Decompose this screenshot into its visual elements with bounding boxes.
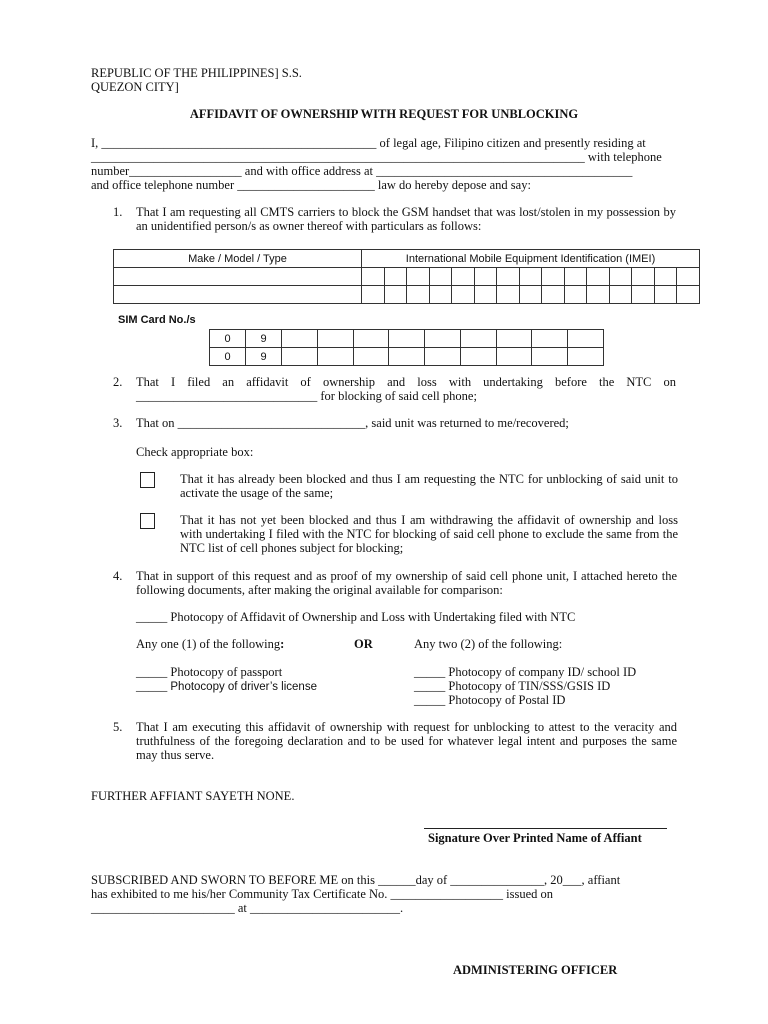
sim-card-table xyxy=(209,329,604,366)
sim-row xyxy=(210,348,604,366)
not-blocked-checkbox[interactable] xyxy=(140,513,155,529)
sim-row xyxy=(210,330,604,348)
imei-header: International Mobile Equipment Identification (IMEI) xyxy=(362,250,700,268)
make-model-cell[interactable] xyxy=(114,286,362,304)
passport-option: _____ Photocopy of passport xyxy=(136,665,283,679)
item-text-5: That I am executing this affidavit of ownership with request for unblocking to attest to the veracity and truthfulness of the foregoing declaration and to be used for whatever legal intent and purposes the same may thus serve. xyxy=(136,720,677,762)
item-text-2b: _____________________________ for blocking of said cell phone; xyxy=(136,389,477,403)
make-model-header: Make / Model / Type xyxy=(114,250,362,268)
signature-line xyxy=(424,828,667,829)
check-box-instruction: Check appropriate box: xyxy=(136,445,254,459)
any-one-label: Any one (1) of the following: xyxy=(136,637,285,651)
already-blocked-text: That it has already been blocked and thus I am requesting the NTC for unblocking of said unit to activate the usage of the same; xyxy=(180,472,678,500)
intro-line-3: number__________________ and with office address at _________________________________________ xyxy=(91,164,633,178)
any-two-label: Any two (2) of the following: xyxy=(414,637,563,651)
item-number-1: 1. xyxy=(113,205,123,219)
make-model-cell[interactable] xyxy=(114,268,362,286)
further-affiant-line: FURTHER AFFIANT SAYETH NONE. xyxy=(91,789,295,803)
intro-line-2: _______________________________________________________________________________ with telephone xyxy=(91,150,662,164)
or-label: OR xyxy=(354,637,373,651)
affidavit-photocopy-line: _____ Photocopy of Affidavit of Ownership and Loss with Undertaking filed with NTC xyxy=(136,610,576,624)
already-blocked-checkbox[interactable] xyxy=(140,472,155,488)
document-title: AFFIDAVIT OF OWNERSHIP WITH REQUEST FOR UNBLOCKING xyxy=(189,107,579,121)
drivers-license-option: _____ Photocopy of driver’s license xyxy=(136,679,317,693)
item-number-5: 5. xyxy=(113,720,123,734)
item-text-4: That in support of this request and as proof of my ownership of said cell phone unit, I attached hereto the following documents, after making the original available for comparison: xyxy=(136,569,677,597)
handset-table xyxy=(113,249,700,304)
postal-id-option: _____ Photocopy of Postal ID xyxy=(414,693,566,707)
item-number-2: 2. xyxy=(113,375,123,389)
item-text-2a: That I filed an affidavit of ownership and loss with undertaking before the NTC on xyxy=(136,375,676,389)
tin-sss-gsis-option: _____ Photocopy of TIN/SSS/GSIS ID xyxy=(414,679,611,693)
sim-digit: 9 xyxy=(246,330,282,348)
handset-row xyxy=(114,286,700,304)
not-blocked-text: That it has not yet been blocked and thus I am withdrawing the affidavit of ownership and loss with undertaking I filed with the NTC for blocking of said cell phone to exclude the same from the NTC list of cell phones subject for blocking; xyxy=(180,513,678,555)
sim-card-label: SIM Card No./s xyxy=(118,314,196,326)
sworn-line-1: SUBSCRIBED AND SWORN TO BEFORE ME on this ______day of _______________, 20___, affiant xyxy=(91,873,621,887)
intro-line-1: I, ____________________________________________ of legal age, Filipino citizen and presently residing at xyxy=(91,136,646,150)
company-id-option: _____ Photocopy of company ID/ school ID xyxy=(414,665,637,679)
sworn-line-2: has exhibited to me his/her Community Tax Certificate No. __________________ issued on xyxy=(91,887,554,901)
sim-digit: 0 xyxy=(210,348,246,366)
sworn-line-3: _______________________ at ________________________. xyxy=(91,901,404,915)
venue-line-1: REPUBLIC OF THE PHILIPPINES] S.S. xyxy=(91,66,302,80)
intro-line-4: and office telephone number ______________________ law do hereby depose and say: xyxy=(91,178,531,192)
item-number-4: 4. xyxy=(113,569,123,583)
item-text-3: That on ______________________________, said unit was returned to me/recovered; xyxy=(136,416,569,430)
signature-label: Signature Over Printed Name of Affiant xyxy=(428,831,642,845)
item-text-1: That I am requesting all CMTS carriers to block the GSM handset that was lost/stolen in my possession by an unidentified person/s as owner thereof with particulars as follows: xyxy=(136,205,676,233)
venue-line-2: QUEZON CITY] xyxy=(91,80,179,94)
sim-digit: 0 xyxy=(210,330,246,348)
handset-row xyxy=(114,268,700,286)
item-number-3: 3. xyxy=(113,416,123,430)
administering-officer-label: ADMINISTERING OFFICER xyxy=(453,963,618,977)
sim-digit: 9 xyxy=(246,348,282,366)
